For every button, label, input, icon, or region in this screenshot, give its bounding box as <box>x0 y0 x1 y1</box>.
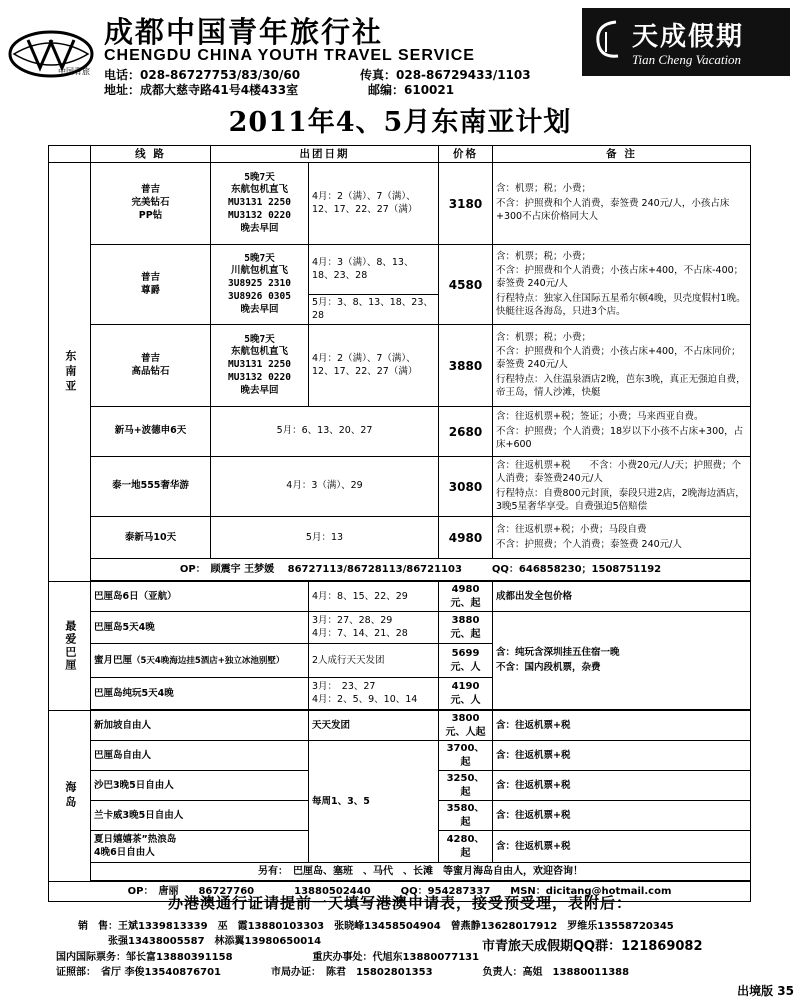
brand-name-en: Tian Cheng Vacation <box>632 52 742 67</box>
notes-cell: 含：机票；税；小费； 不含：护照费和个人消费；小孩占床+400，不占床-400；泰签费 240元/人 行程特点：独家入住国际五星希尔顿4晚，贝壳度假村1晚。快艇往返各海岛，只进3个店。 <box>493 245 751 325</box>
route-cell: 沙巴3晚5日自由人 <box>91 771 309 801</box>
notes-cell: 含：往返机票+税；签证；小费；马来西亚自费。 不含：护照费；个人消费；18岁以下小孩不占床+300，占床+600 <box>493 407 751 457</box>
header-dates: 出团日期 <box>211 146 439 163</box>
table-row <box>49 325 751 407</box>
op-contact-islands: OP： 唐丽 86727760 13880502440 QQ：954287337 MSN：dicitang@hotmail.com <box>49 882 751 902</box>
price-cell: 4280、起 <box>439 831 493 863</box>
price-cell: 4190元、人 <box>439 678 493 710</box>
route-cell: 普吉 完美钻石 PP钻 <box>91 163 211 245</box>
notes-cell: 含：往返机票+税 不含：小费20元/人/天；护照费；个人消费；泰签费240元/人 行程特点：自费800元封顶，泰段只进2店，2晚海边酒店，3晚5星奢华享受。自费强迫5倍赔偿 <box>493 457 751 517</box>
price-cell: 3880 <box>439 325 493 407</box>
page-title: 2011年4、5月东南亚计划 <box>228 107 572 138</box>
table-row <box>49 245 751 295</box>
dates-cell: 4月：3（满）、29 <box>211 457 439 517</box>
notes-cell: 含：往返机票+税 <box>493 741 751 771</box>
table-row <box>49 741 751 771</box>
route-cell: 泰一地555奢华游 <box>91 457 211 517</box>
route-cell: 夏日嬉嬉茶”热浪岛 4晚6日自由人 <box>91 831 309 863</box>
flight-cell: 5晚7天 川航包机直飞 3U8925 2310 3U8926 0305 晚去早回 <box>211 245 309 325</box>
fax: 传真：028-86729433/1103 <box>360 68 531 82</box>
dates-cell: 5月：13 <box>211 517 439 559</box>
company-name-en: CHENGDU CHINA YOUTH TRAVEL SERVICE <box>104 47 475 64</box>
dates-cell: 5月：6、13、20、27 <box>211 407 439 457</box>
header-blank <box>49 146 91 163</box>
table-row <box>49 711 751 741</box>
route-cell: 新加坡自由人 <box>91 711 309 741</box>
sales-contacts: 销 售：王斌1339813339 巫 霞13880103303 张晓峰13458504904 曾燕静13628017912 罗维乐13558720345 <box>78 921 674 932</box>
also-available: 另有： 巴厘岛、塞班 、马代 、长滩 等蜜月海岛自由人，欢迎咨询！ <box>91 863 751 881</box>
dates-cell: 4月：3（满）、8、13、18、23、28 <box>309 245 439 295</box>
visa-office-contacts: 证照部： 省厅 李俊13540876701 市局办证： 陈君 15802801353 负责人：高姐 13880011388 <box>56 967 630 978</box>
qq-group: 市青旅天成假期QQ群：121869082 <box>482 939 703 954</box>
page-header <box>0 0 800 100</box>
notes-cell: 含：机票；税；小费； 不含：护照费和个人消费；小孩占床+400，不占床同价；泰签费 240元/人 行程特点：入住温泉酒店2晚，芭东3晚，真正无强迫自费，帝王岛，情人沙滩，快艇 <box>493 325 751 407</box>
price-cell: 3250、起 <box>439 771 493 801</box>
dates-cell: 4月：2（满）、7（满）、12、17、22、27（满） <box>309 325 439 407</box>
dates-cell: 3月：27、28、29 4月：7、14、21、28 <box>309 612 439 644</box>
price-cell: 3800元、人起 <box>439 711 493 741</box>
op-contact-sea: OP： 顾震宇 王梦媛 86727113/86728113/86721103 QQ：646858230；1508751192 <box>91 559 751 581</box>
route-cell: 巴厘岛5天4晚 <box>91 612 309 644</box>
price-cell: 3580、起 <box>439 801 493 831</box>
price-cell: 3080 <box>439 457 493 517</box>
header-price: 价格 <box>439 146 493 163</box>
dates-cell: 4月：2（满）、7（满）、12、17、22、27（满） <box>309 163 439 245</box>
notes-cell: 成都出发全包价格 <box>493 582 751 612</box>
table-row <box>49 407 751 457</box>
brand-swirl-icon <box>592 18 622 62</box>
dates-cell: 5月：3、8、13、18、23、28 <box>309 295 439 325</box>
header-route: 线 路 <box>91 146 211 163</box>
price-cell: 4980元、起 <box>439 582 493 612</box>
postcode: 邮编：610021 <box>368 83 455 97</box>
route-cell: 兰卡威3晚5日自由人 <box>91 801 309 831</box>
category-bali: 最爱巴厘 <box>49 582 91 711</box>
tour-table <box>48 145 751 902</box>
dates-cell: 3月： 23、27 4月：2、5、9、10、14 <box>309 678 439 710</box>
dates-cell: 天天发团 <box>309 711 439 741</box>
table-row <box>49 863 751 881</box>
notes-cell: 含：纯玩含深圳挂五住宿一晚 不含：国内段机票，杂费 <box>493 612 751 710</box>
ticketing-contacts: 国内国际票务：邹长富13880391158 重庆办事处：代旭东13880077131 <box>56 952 480 963</box>
table-row <box>49 612 751 644</box>
price-cell: 4980 <box>439 517 493 559</box>
page-number: 出境版 35 <box>737 984 794 998</box>
dates-cell: 4月：8、15、22、29 <box>309 582 439 612</box>
price-cell: 2680 <box>439 407 493 457</box>
brand-name-cn: 天成假期 <box>632 22 745 52</box>
logo-text: 中国青旅 <box>58 67 90 76</box>
brand-box <box>582 8 790 76</box>
notes-cell: 含：往返机票+税 <box>493 771 751 801</box>
op-row <box>49 559 751 581</box>
flight-cell: 5晚7天 东航包机直飞 MU3131 2250 MU3132 0220 晚去早回 <box>211 325 309 407</box>
price-cell: 4580 <box>439 245 493 325</box>
phone: 电话：028-86727753/83/30/60 <box>104 68 301 82</box>
price-cell: 3880元、起 <box>439 612 493 644</box>
visa-notice: 办港澳通行证请提前一天填写港澳申请表，接受预受理，表附后： <box>167 894 632 912</box>
notes-cell: 含：往返机票+税 <box>493 831 751 863</box>
notes-cell: 含：机票；税；小费； 不含：护照费和个人消费，泰签费 240元/人，小孩占床+300不占床价格同大人 <box>493 163 751 245</box>
header-notes: 备 注 <box>493 146 751 163</box>
route-cell: 巴厘岛自由人 <box>91 741 309 771</box>
flight-cell: 5晚7天 东航包机直飞 MU3131 2250 MU3132 0220 晚去早回 <box>211 163 309 245</box>
table-header-row <box>49 146 751 163</box>
route-cell: 普吉 高品钻石 <box>91 325 211 407</box>
route-cell: 巴厘岛6日（亚航） <box>91 582 309 612</box>
category-southeast-asia: 东南亚 <box>49 163 91 582</box>
table-row <box>49 582 751 612</box>
price-cell: 3180 <box>439 163 493 245</box>
route-cell: 普吉 尊爵 <box>91 245 211 325</box>
address: 地址：成都大慈寺路41号4楼433室 <box>104 83 299 97</box>
notes-cell: 含：往返机票+税 <box>493 711 751 741</box>
table-row <box>49 457 751 517</box>
price-cell: 5699元、人 <box>439 644 493 678</box>
table-row <box>49 517 751 559</box>
route-cell: 巴厘岛纯玩5天4晚 <box>91 678 309 710</box>
dates-cell: 2人成行天天发团 <box>309 644 439 678</box>
table-row <box>49 163 751 245</box>
notes-cell: 含：往返机票+税；小费；马段自费 不含：护照费；个人消费；泰签费 240元/人 <box>493 517 751 559</box>
route-cell: 蜜月巴厘（5天4晚海边挂5酒店+独立冰池别墅） <box>91 644 309 678</box>
price-cell: 3700、起 <box>439 741 493 771</box>
notes-cell: 含：往返机票+税 <box>493 801 751 831</box>
cyts-logo-icon <box>8 28 94 80</box>
sales-contacts-2: 张强13438005587 林添翼13980650014 <box>108 936 322 947</box>
company-name-cn: 成都中国青年旅行社 <box>104 15 384 49</box>
category-islands: 海岛 <box>49 711 91 882</box>
route-cell: 泰新马10天 <box>91 517 211 559</box>
route-cell: 新马+波德申6天 <box>91 407 211 457</box>
dates-cell: 每周1、3、5 <box>309 741 439 863</box>
